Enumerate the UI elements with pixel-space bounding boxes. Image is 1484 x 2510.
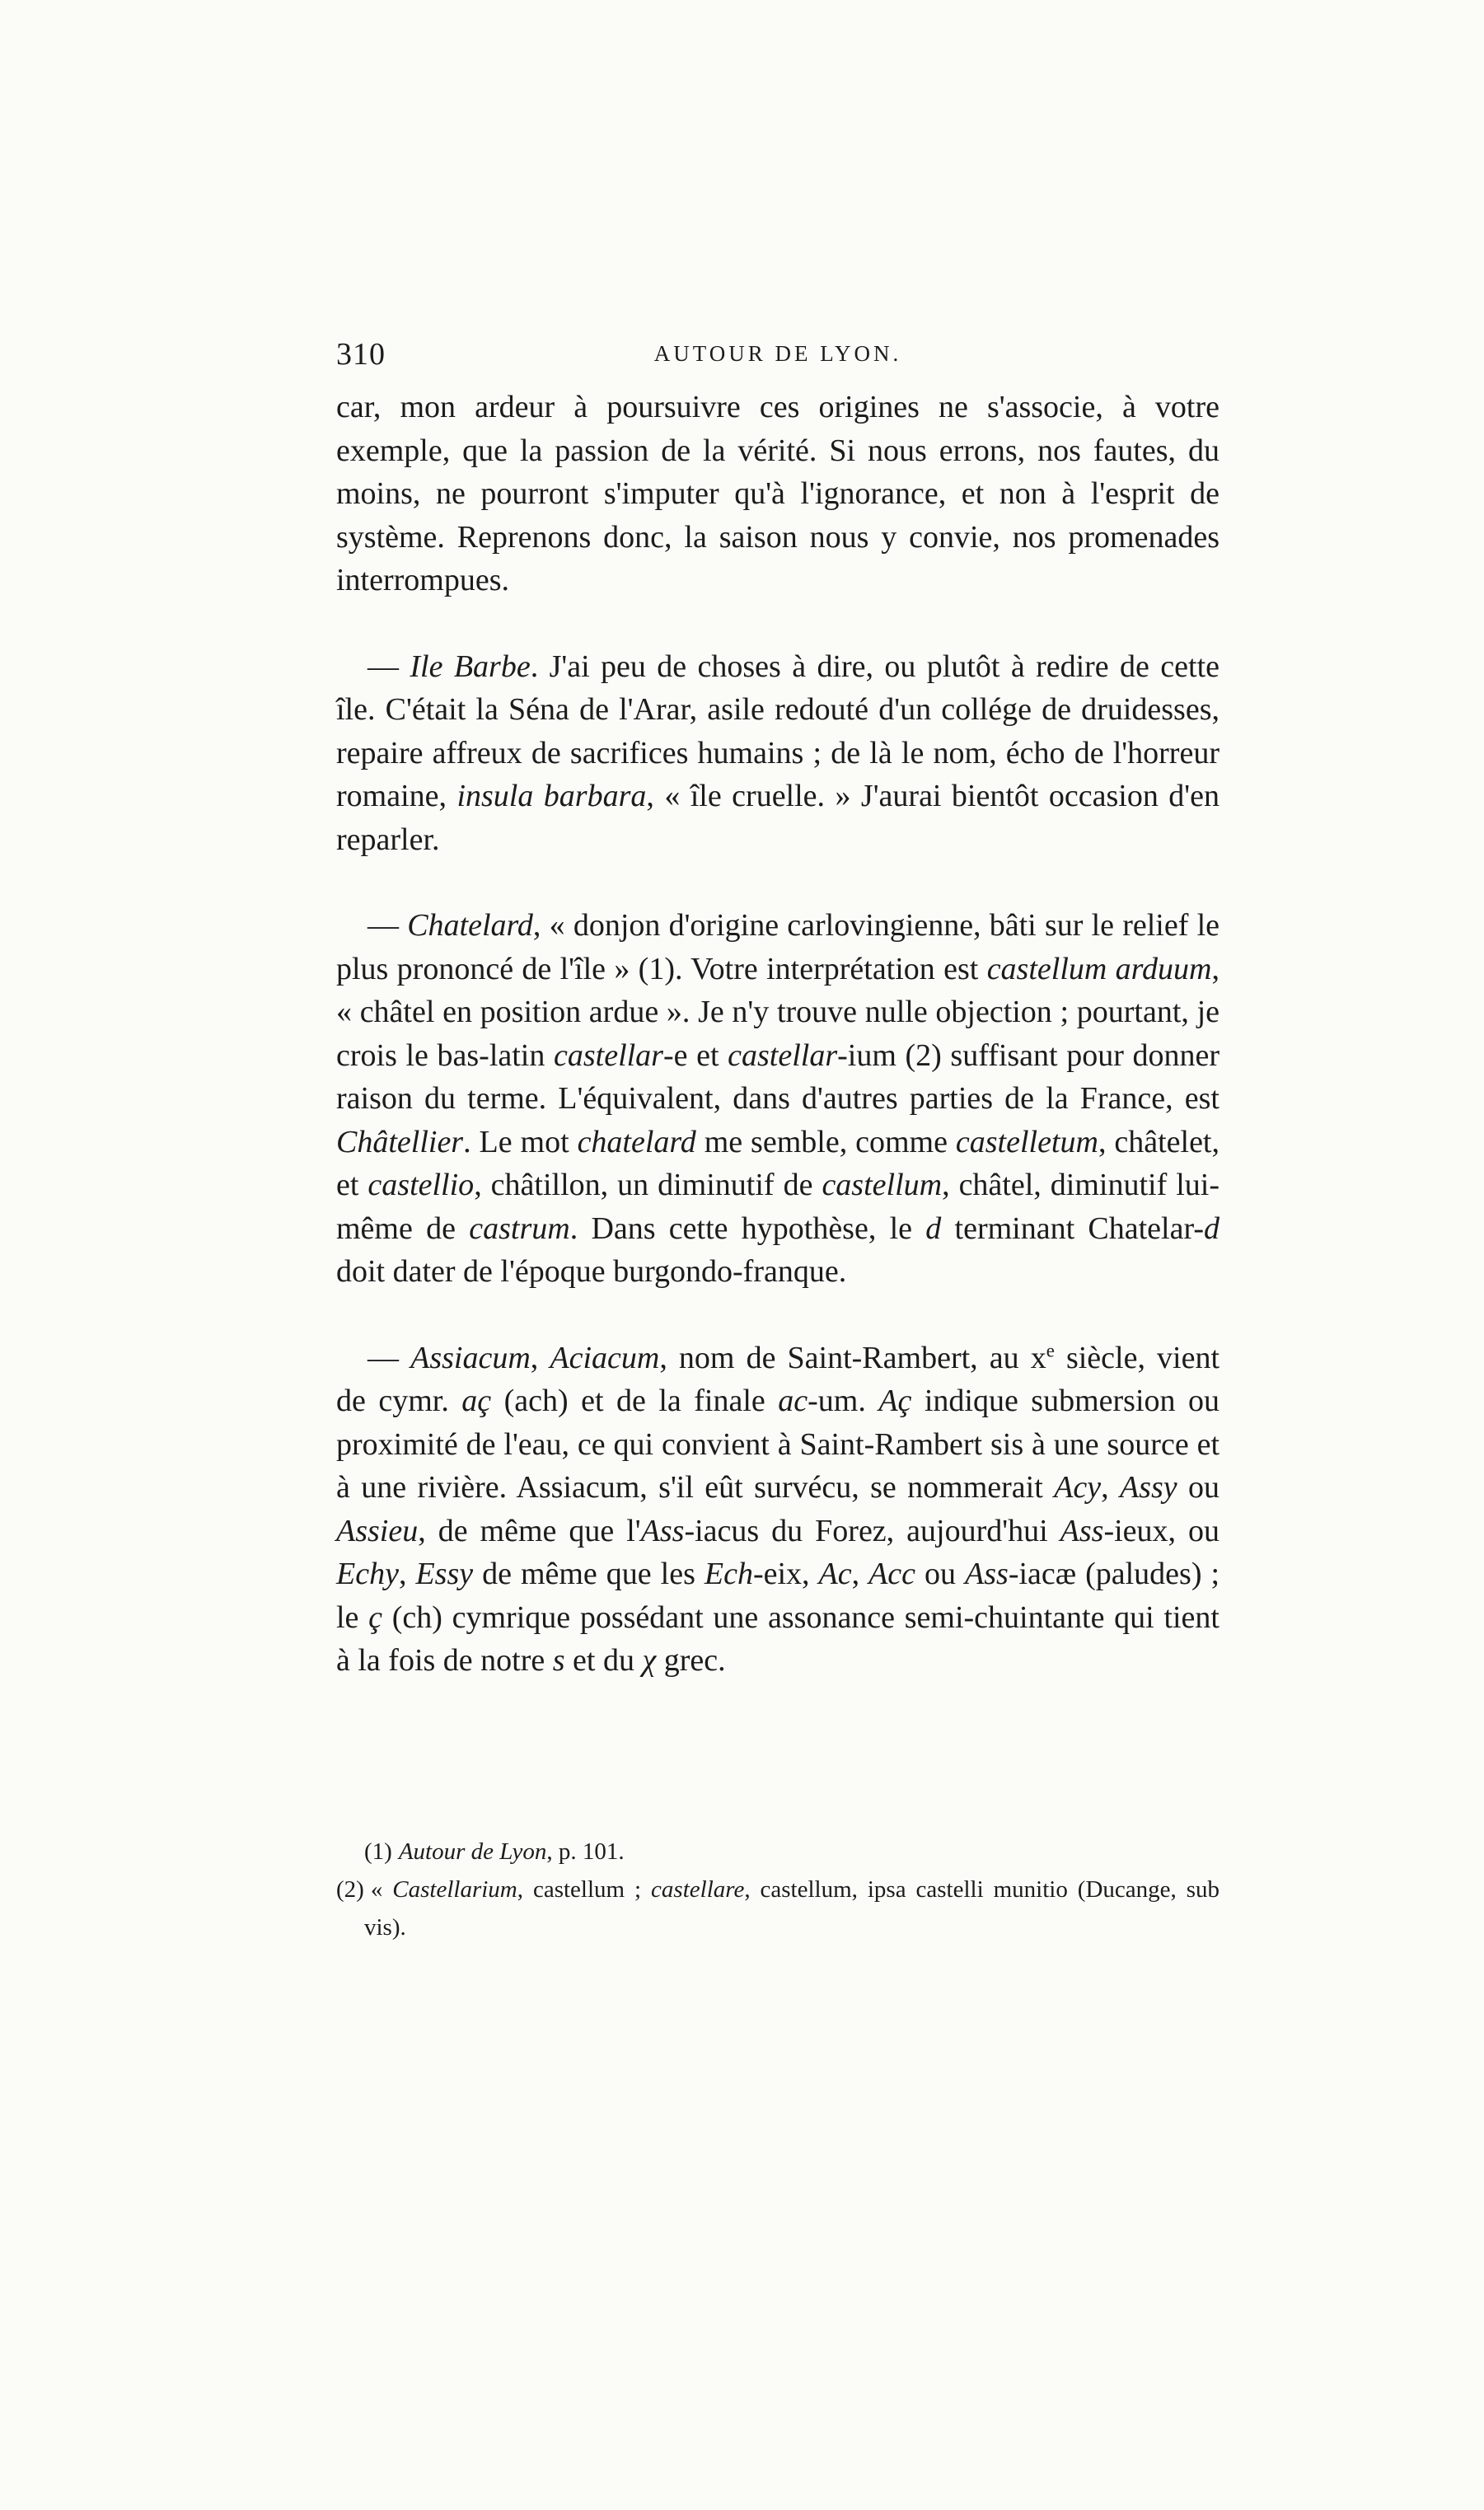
text-run: -um. [808,1384,879,1418]
italic-term: Ass [965,1557,1009,1591]
italic-term: castellar [728,1037,838,1073]
text-run: , [530,1340,550,1375]
text-run: -iacus du Forez, aujourd'hui [684,1513,1060,1548]
italic-term: d [925,1211,942,1246]
italic-term: Acc [868,1557,916,1591]
em-dash: — [367,908,399,943]
text-run: , « île cruelle. » J'aurai bientôt occasion d'en reparler. [336,779,1220,857]
text-run: doit dater de l'époque burgondo-franque. [336,1254,847,1289]
italic-term: castellar [553,1037,663,1073]
footnote-label: (1) [364,1838,392,1865]
italic-term: Acy [1054,1470,1102,1505]
italic-term: Echy [336,1557,399,1591]
paragraph-ile-barbe [336,645,1220,862]
text-run: . Dans cette hypothèse, le [569,1211,926,1246]
italic-term: Ac [818,1557,852,1591]
body-text [336,386,1220,1683]
text-run: , p. 101. [546,1838,625,1865]
footnote-label: (2) [336,1876,364,1903]
text-run: , castellum, ipsa castelli munitio (Ducange, sub vis). [364,1876,1220,1941]
italic-term: Assieu [336,1513,419,1548]
text-run: , « donjon d'origine carlovingienne, bâti sur le relief le plus prononcé de l'île » (1). Votre interprétation est [336,908,1220,986]
italic-term: castellum [822,1168,943,1202]
text-run: , « châtel en position ardue ». Je n'y trouve nulle objection ; pourtant, je crois le bas-latin [336,951,1220,1073]
text-run: « [370,1876,393,1903]
text-run: -iacæ (paludes) ; le [336,1557,1220,1635]
text-run: . Le mot [463,1124,578,1159]
italic-term: castellum arduum [986,951,1212,986]
text-run: -ium (2) suffisant pour donner raison du terme. L'équivalent, dans d'autres parties de la France, est [336,1037,1220,1116]
footnote-1 [336,1833,1220,1871]
section-title-ile-barbe: Ile Barbe [410,649,531,684]
text-run: , castellum ; [517,1876,652,1903]
paragraph-chatelard [336,904,1220,1294]
text-run: , châtel, diminutif lui-même de [336,1168,1220,1246]
text-run: -e et [662,1037,728,1073]
text-run: me semble, comme [695,1124,956,1159]
italic-term: Castellarium [392,1876,517,1903]
text-run: siècle, vient de cymr. [336,1340,1220,1418]
italic-term: Assy [1119,1470,1177,1505]
footnote-2 [336,1871,1220,1946]
text-run: , [1101,1470,1120,1505]
footnotes [336,1833,1220,1946]
running-title: AUTOUR DE LYON. [653,341,902,366]
em-dash: — [367,1340,399,1375]
italic-term: Essy [415,1557,474,1591]
text-run: , [851,1557,869,1591]
italic-term: Aciacum [550,1340,660,1375]
italic-term: χ [642,1643,657,1678]
section-title-chatelard: Chatelard [407,908,533,943]
text-run: . J'ai peu de choses à dire, ou plutôt à redire de cette île. C'était la Séna de l'Arar, asile redouté d'un collége de druidesses, repaire affreux de sacrifices humains ; de là le nom, écho de l'horreur romaine, [336,649,1220,813]
paragraph-assiacum [336,1337,1220,1683]
italic-term: castellio [367,1168,475,1202]
section-title-assiacum: Assiacum [410,1340,531,1375]
text-run: indique submersion ou proximité de l'eau, ce qui convient à Saint-Rambert sis à une source et à une rivière. Assiacum, s'il eût survécu, se nommerait [336,1384,1220,1505]
text-run: , nom de Saint-Rambert, au x [659,1340,1046,1375]
italic-term: d [1204,1211,1220,1246]
page-header [336,336,1220,377]
italic-term: ac [778,1384,808,1418]
italic-term: Ech [704,1557,753,1591]
italic-term: Aç [878,1384,912,1418]
text-run: -eix, [752,1557,819,1591]
text-run: terminant Chatelar- [941,1211,1205,1246]
text-run: et du [564,1643,643,1678]
text-run: grec. [656,1643,726,1678]
paragraph-continuation: car, mon ardeur à poursuivre ces origines ne s'associe, à votre exemple, que la passion de la vérité. Si nous errons, nos fautes, du moins, ne pourront s'imputer qu'à l'ignorance, et non à l'esprit de système. Reprenons donc, la saison nous y convie, nos promenades interrompues. [336,390,1220,597]
text-run: , [398,1557,416,1591]
italic-term: Autour de Lyon [398,1838,547,1865]
italic-term: Ass [640,1513,685,1548]
page-number: 310 [336,337,386,372]
text-run: (ach) et de la finale [491,1384,779,1418]
text-run: de même que les [473,1557,705,1591]
italic-term: aç [461,1384,492,1418]
superscript: e [1046,1339,1055,1360]
italic-term: castrum [469,1211,570,1246]
italic-term: ç [368,1599,383,1635]
em-dash: — [367,649,399,684]
text-run: , châtelet, et [336,1124,1220,1202]
italic-term: s [552,1643,565,1678]
italic-term: castelletum [955,1124,1098,1159]
italic-term: Châtellier [336,1124,464,1159]
text-run: ou [915,1557,966,1591]
text-run: , de même que l' [418,1513,641,1548]
italic-term: castellare [651,1876,745,1903]
text-run: , châtillon, un diminutif de [474,1168,822,1202]
italic-term: Ass [1060,1513,1104,1548]
text-run: (ch) cymrique possédant une assonance semi-chuintante qui tient à la fois de notre [336,1599,1220,1678]
italic-term: insula barbara [456,779,647,813]
text-run: ou [1177,1470,1220,1505]
italic-term: chatelard [577,1124,696,1159]
text-run: -ieux, ou [1103,1513,1220,1548]
